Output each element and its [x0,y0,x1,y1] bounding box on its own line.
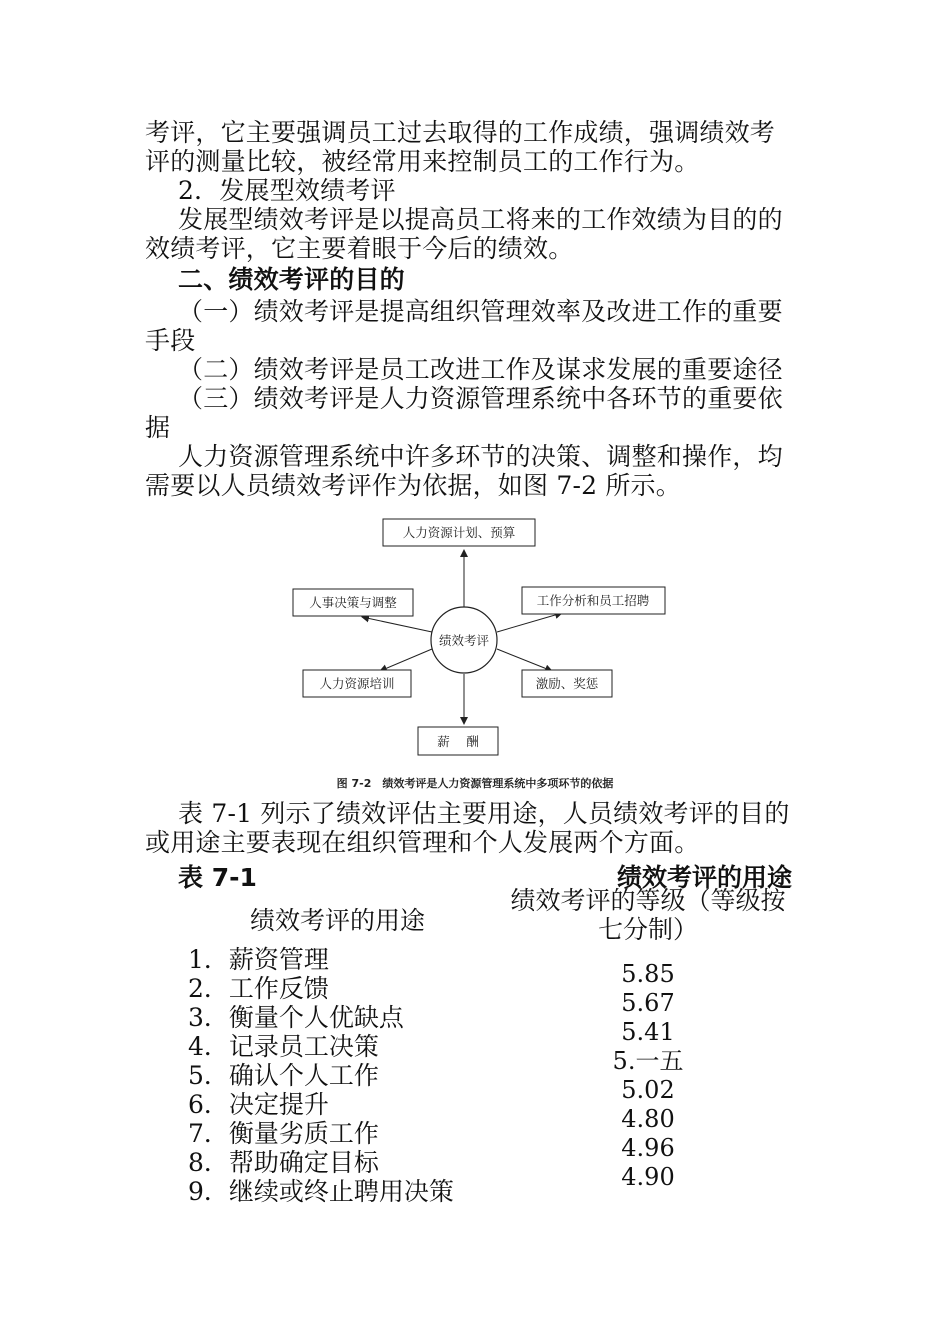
node-bottom-label: 薪 酬 [437,734,479,749]
table-row-label: 5．确认个人工作 [188,1061,379,1090]
list-item-continuation: 手段 [145,326,196,355]
table-column-header-usage: 绩效考评的用途 [250,906,426,935]
arrow-to-upper-left [362,617,432,632]
table-row-label: 1．薪资管理 [188,945,329,974]
subheading: 2．发展型效绩考评 [178,176,396,205]
table-row-value: 4.96 [621,1134,675,1162]
table-row-label: 6．决定提升 [188,1090,329,1119]
table-row-value: 5.一五 [612,1047,684,1075]
table-row-label: 2．工作反馈 [188,974,329,1003]
node-lower-left-label: 人力资源培训 [319,676,395,691]
table-row-label: 8．帮助确定目标 [188,1148,379,1177]
table-row-value: 4.90 [621,1163,675,1191]
table-row-label: 4．记录员工决策 [188,1032,379,1061]
node-top-label: 人力资源计划、预算 [402,525,516,540]
table-number: 表 7-1 [178,863,257,892]
table-column-header-grade [505,886,791,944]
section-heading: 二、绩效考评的目的 [178,265,405,294]
table-row-value: 5.85 [621,960,675,988]
paragraph-line: 发展型绩效考评是以提高员工将来的工作效绩为目的的 [178,205,783,234]
table-row-value: 5.02 [621,1076,675,1104]
paragraph-line: 效绩考评，它主要着眼于今后的绩效。 [145,234,574,263]
paragraph-line: 考评，它主要强调员工过去取得的工作成绩，强调绩效考 [145,118,776,147]
table-row-value: 5.67 [621,989,675,1017]
table-row-label: 3．衡量个人优缺点 [188,1003,404,1032]
paragraph-line: 或用途主要表现在组织管理和个人发展两个方面。 [145,828,700,857]
paragraph-line: 表 7-1 列示了绩效评估主要用途，人员绩效考评的目的 [178,799,790,828]
paragraph-line: 人力资源管理系统中许多环节的决策、调整和操作，均 [178,442,783,471]
list-item: （二）绩效考评是员工改进工作及谋求发展的重要途径 [178,355,783,384]
list-item: （一）绩效考评是提高组织管理效率及改进工作的重要 [178,297,783,326]
grade-header-line: 绩效考评的等级（等级按 [510,886,786,915]
table-row-label: 7．衡量劣质工作 [188,1119,379,1148]
list-item: （三）绩效考评是人力资源管理系统中各环节的重要依 [178,384,783,413]
paragraph-line: 评的测量比较，被经常用来控制员工的工作行为。 [145,147,700,176]
arrow-to-lower-left [380,649,432,671]
table-row-value: 4.80 [621,1105,675,1133]
list-item-continuation: 据 [145,413,171,442]
table-row-label: 9．继续或终止聘用决策 [188,1177,454,1206]
arrow-to-upper-right [497,613,562,632]
table-row-value: 5.41 [621,1018,675,1046]
node-upper-right-label: 工作分析和员工招聘 [536,593,650,608]
center-label: 绩效考评 [438,633,490,648]
figure-caption: 图 7-2 绩效考评是人力资源管理系统中多项环节的依据 [336,777,614,790]
grade-header-line: 七分制） [597,915,698,944]
node-upper-left-label: 人事决策与调整 [309,595,397,610]
node-lower-right-label: 激励、奖惩 [535,676,599,691]
table-title: 绩效考评的用途 [617,863,793,892]
paragraph-line: 需要以人员绩效考评作为依据，如图 7-2 所示。 [145,471,681,500]
hr-system-diagram [290,516,670,761]
arrow-to-lower-right [497,649,552,671]
